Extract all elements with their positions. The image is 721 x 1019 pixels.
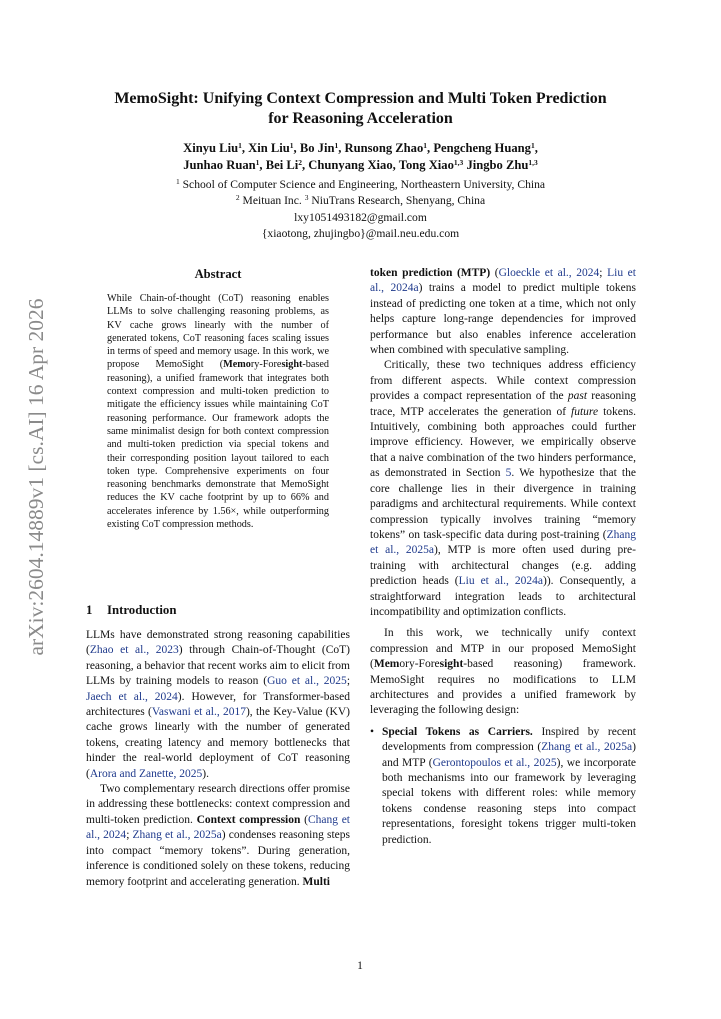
author-affiliation-mark: 1 xyxy=(255,158,260,167)
paragraph xyxy=(370,266,636,358)
body-text: ). However, for Transformer-based architectures ( xyxy=(86,690,350,719)
affiliation-mark: 1 xyxy=(175,177,180,186)
body-text: ). xyxy=(202,767,209,780)
author-name: Jingbo Zhu xyxy=(466,158,529,172)
affiliation-text: NiuTrans Research, Shenyang, China xyxy=(311,194,486,208)
paragraph xyxy=(86,628,350,782)
affiliation-mark: 3 xyxy=(304,193,309,203)
affiliation-text: School of Computer Science and Engineering, Northeastern University, China xyxy=(182,178,546,191)
body-text: . We hypothesize that the core challenge lies in their divergence in training paradigms and architectural requirements. While context compression typically involves training “memory tokens” on task-specific data during post-training ( xyxy=(370,467,636,541)
author-name: Runsong Zhao xyxy=(344,141,424,155)
body-text: ; xyxy=(126,829,133,842)
citation-link[interactable]: Zhang et al., 2025a xyxy=(132,829,222,842)
abstract-text: -based reasoning), a unified framework that integrates both context compression and multi-token prediction to mitigate the efficiency issues while maintaining CoT reasoning performance. Our framework adopts the same minimalist design for both context compression and multi-token prediction via special tokens and their corresponding position layout tailored to each token type. Comprehensive experiments on four reasoning benchmarks demonstrate that MemoSight reduces the KV cache footprint by up to 66% and accelerates inference by 1.56×, while outperforming existing CoT compression methods. xyxy=(107,359,329,531)
citation-link[interactable]: Gerontopoulos et al., 2025 xyxy=(432,756,557,769)
body-text: ), the Key-Value (KV) cache grows linearly with the number of generated tokens, creating latency and memory bottlenecks that hinder the real-world deployment of CoT reasoning ( xyxy=(86,706,350,780)
citation-link[interactable]: Zhao et al., 2023 xyxy=(89,644,179,657)
abstract-emphasis: sight xyxy=(281,359,303,371)
author-affiliation-mark: 1,3 xyxy=(453,158,464,167)
author-name: Bo Jin xyxy=(299,141,335,155)
author-name: Tong Xiao xyxy=(398,158,454,172)
bullet-title: Special Tokens as Carriers. xyxy=(382,725,533,738)
bold-term: sight xyxy=(439,658,464,671)
bullet-item xyxy=(370,725,636,848)
paragraph xyxy=(370,358,636,620)
citation-link[interactable]: Vaswani et al., 2017 xyxy=(151,706,246,719)
body-text: ) through Chain-of-Thought (CoT) reasoning, a behavior that recent works aim to elicit from LLMs by training models to reason ( xyxy=(86,644,350,688)
arxiv-stamp: arXiv:2604.14889v1 [cs.AI] 16 Apr 2026 xyxy=(24,298,48,656)
author-affiliation-mark: 2 xyxy=(298,158,302,167)
citation-link[interactable]: Liu et al., 2024a xyxy=(370,267,636,295)
body-text: Critically, these two techniques address efficiency from different aspects. While context compression provides a compact representation of the xyxy=(370,359,636,403)
bullet-mark: • xyxy=(370,725,375,738)
citation-link[interactable]: Zhang et al., 2025a xyxy=(370,528,636,557)
author-name: Pengcheng Huang xyxy=(433,141,531,155)
bold-term: token prediction (MTP) xyxy=(370,267,491,279)
body-text: tokens. Intuitively, combining both approaches could further improve efficiency. However, we empirically observe that a naive combination of the two hinders performance, as demonstrated in Section xyxy=(370,405,636,480)
section-heading-introduction xyxy=(86,602,350,618)
body-text: ), MTP is more often used during pre-training with architectural changes (e.g. adding prediction heads ( xyxy=(370,544,636,588)
abstract-text: While Chain-of-thought (CoT) reasoning enables LLMs to solve challenging reasoning problems, as KV cache grows linearly with the number of generated tokens, CoT reasoning faces scaling issues in terms of speed and memory usage. In this work, we propose MemoSight ( xyxy=(107,293,329,371)
body-text: ; xyxy=(599,267,608,279)
author-affiliation-mark: 1 xyxy=(289,141,294,150)
paragraph xyxy=(86,782,350,890)
bold-term: Mem xyxy=(373,658,400,671)
author-list xyxy=(60,140,661,174)
abstract-emphasis: Memo xyxy=(223,359,251,371)
citation-link[interactable]: Jaech et al., 2024 xyxy=(86,690,178,703)
title-line-2: for Reasoning Acceleration xyxy=(268,110,453,127)
citation-link[interactable]: Chang et al., 2024 xyxy=(86,813,350,842)
affiliation-line-1 xyxy=(60,177,661,193)
abstract-text: ry-Fore xyxy=(250,359,282,371)
body-text: LLMs have demonstrated strong reasoning capabilities ( xyxy=(86,629,350,657)
paragraph xyxy=(370,626,636,718)
citation-link[interactable]: Liu et al., 2024a xyxy=(458,575,544,588)
author-line-1: Xinyu Liu$^1$, Xin Liu$^1$, Bo Jin$^1$, Runsong Zhao$^1$, Pengcheng Huang$^1$, xyxy=(183,141,538,155)
citation-link[interactable]: Guo et al., 2025 xyxy=(267,675,347,688)
author-name: Xinyu Liu xyxy=(183,141,239,155)
author-name: Chunyang Xiao xyxy=(308,158,393,172)
body-text: In this work, we technically unify context compression and MTP in our proposed MemoSight ( xyxy=(370,627,636,671)
affiliations xyxy=(60,177,661,243)
author-affiliation-mark: 1 xyxy=(530,141,535,150)
body-text: ( xyxy=(300,813,308,826)
citation-link[interactable]: Zhang et al., 2025a xyxy=(541,741,633,754)
body-text: ) condenses reasoning steps into compact “memory tokens”. During generation, inference is conditioned solely on these tokens, reducing memory footprint and accelerating generation. xyxy=(86,829,350,888)
body-text: ), we incorporate both mechanisms into our framework by leveraging special tokens with different roles: while memory tokens condense reasoning steps into compact representations, foresight tokens trigger multi-token prediction. xyxy=(382,756,637,846)
body-text: ( xyxy=(490,267,499,279)
title-line-1: MemoSight: Unifying Context Compression and Multi Token Prediction xyxy=(114,90,607,107)
body-text: ; xyxy=(346,675,351,688)
author-name: Xin Liu xyxy=(248,141,290,155)
right-column-body xyxy=(370,266,636,848)
section-reference-link[interactable]: 5 xyxy=(505,467,512,480)
bold-term: Multi xyxy=(302,875,330,888)
affiliation-text: Meituan Inc. xyxy=(242,194,302,208)
author-affiliation-mark: 1 xyxy=(423,141,428,150)
page-number: 1 xyxy=(357,960,363,972)
body-text: ory-Fore xyxy=(399,658,440,671)
citation-link[interactable]: Gloeckle et al., 2024 xyxy=(498,267,600,279)
author-affiliation-mark: 1 xyxy=(334,141,339,150)
author-affiliation-mark: 1,3 xyxy=(528,158,538,167)
body-text: ) trains a model to predict multiple tokens instead of predicting one token at a time, which not only helps capture long-range dependencies for improved performance but also enables inference acceleration when combined with speculative sampling. xyxy=(370,282,636,357)
body-text: Inspired by recent developments from compression ( xyxy=(382,725,636,754)
section-title: Introduction xyxy=(107,603,177,617)
bold-term: Context compression xyxy=(196,813,301,826)
body-text: )). Consequently, a straightforward integration leads to architectural incompatibility and optimization conflicts. xyxy=(370,575,636,618)
body-text: Two complementary research directions offer promise in addressing these bottlenecks: context compression and multi-token prediction. xyxy=(86,783,350,826)
left-column-body xyxy=(86,628,350,890)
author-name: Junhao Ruan xyxy=(183,158,256,172)
paper-title xyxy=(60,89,661,129)
email-address: {xiaotong, zhujingbo}@mail.neu.edu.com xyxy=(261,227,460,241)
author-line-2: Junhao Ruan$^1$, Bei Li$^2$, Chunyang Xiao, Tong Xiao$^{1,3}$ Jingbo Zhu$^{1,3}$ xyxy=(183,158,538,172)
abstract-body xyxy=(107,292,329,531)
body-text: reasoning trace, MTP accelerates the generation of xyxy=(370,390,636,418)
body-text: ) and MTP ( xyxy=(382,741,636,769)
section-number: 1 xyxy=(86,603,93,617)
author-name: Bei Li xyxy=(265,158,299,172)
italic-term: past xyxy=(567,390,588,403)
citation-link[interactable]: Arora and Zanette, 2025 xyxy=(89,767,203,780)
body-text: -based reasoning) framework. MemoSight requires no modifications to LLM architectures and provides a unified framework by leveraging the following design: xyxy=(370,658,636,717)
email-address: lxy1051493182@gmail.com xyxy=(294,210,427,224)
abstract-heading: Abstract xyxy=(194,267,242,281)
author-affiliation-mark: 1 xyxy=(238,141,242,150)
italic-term: future xyxy=(571,405,599,418)
affiliation-line-2 xyxy=(60,193,661,209)
affiliation-mark: 2 xyxy=(235,193,240,203)
